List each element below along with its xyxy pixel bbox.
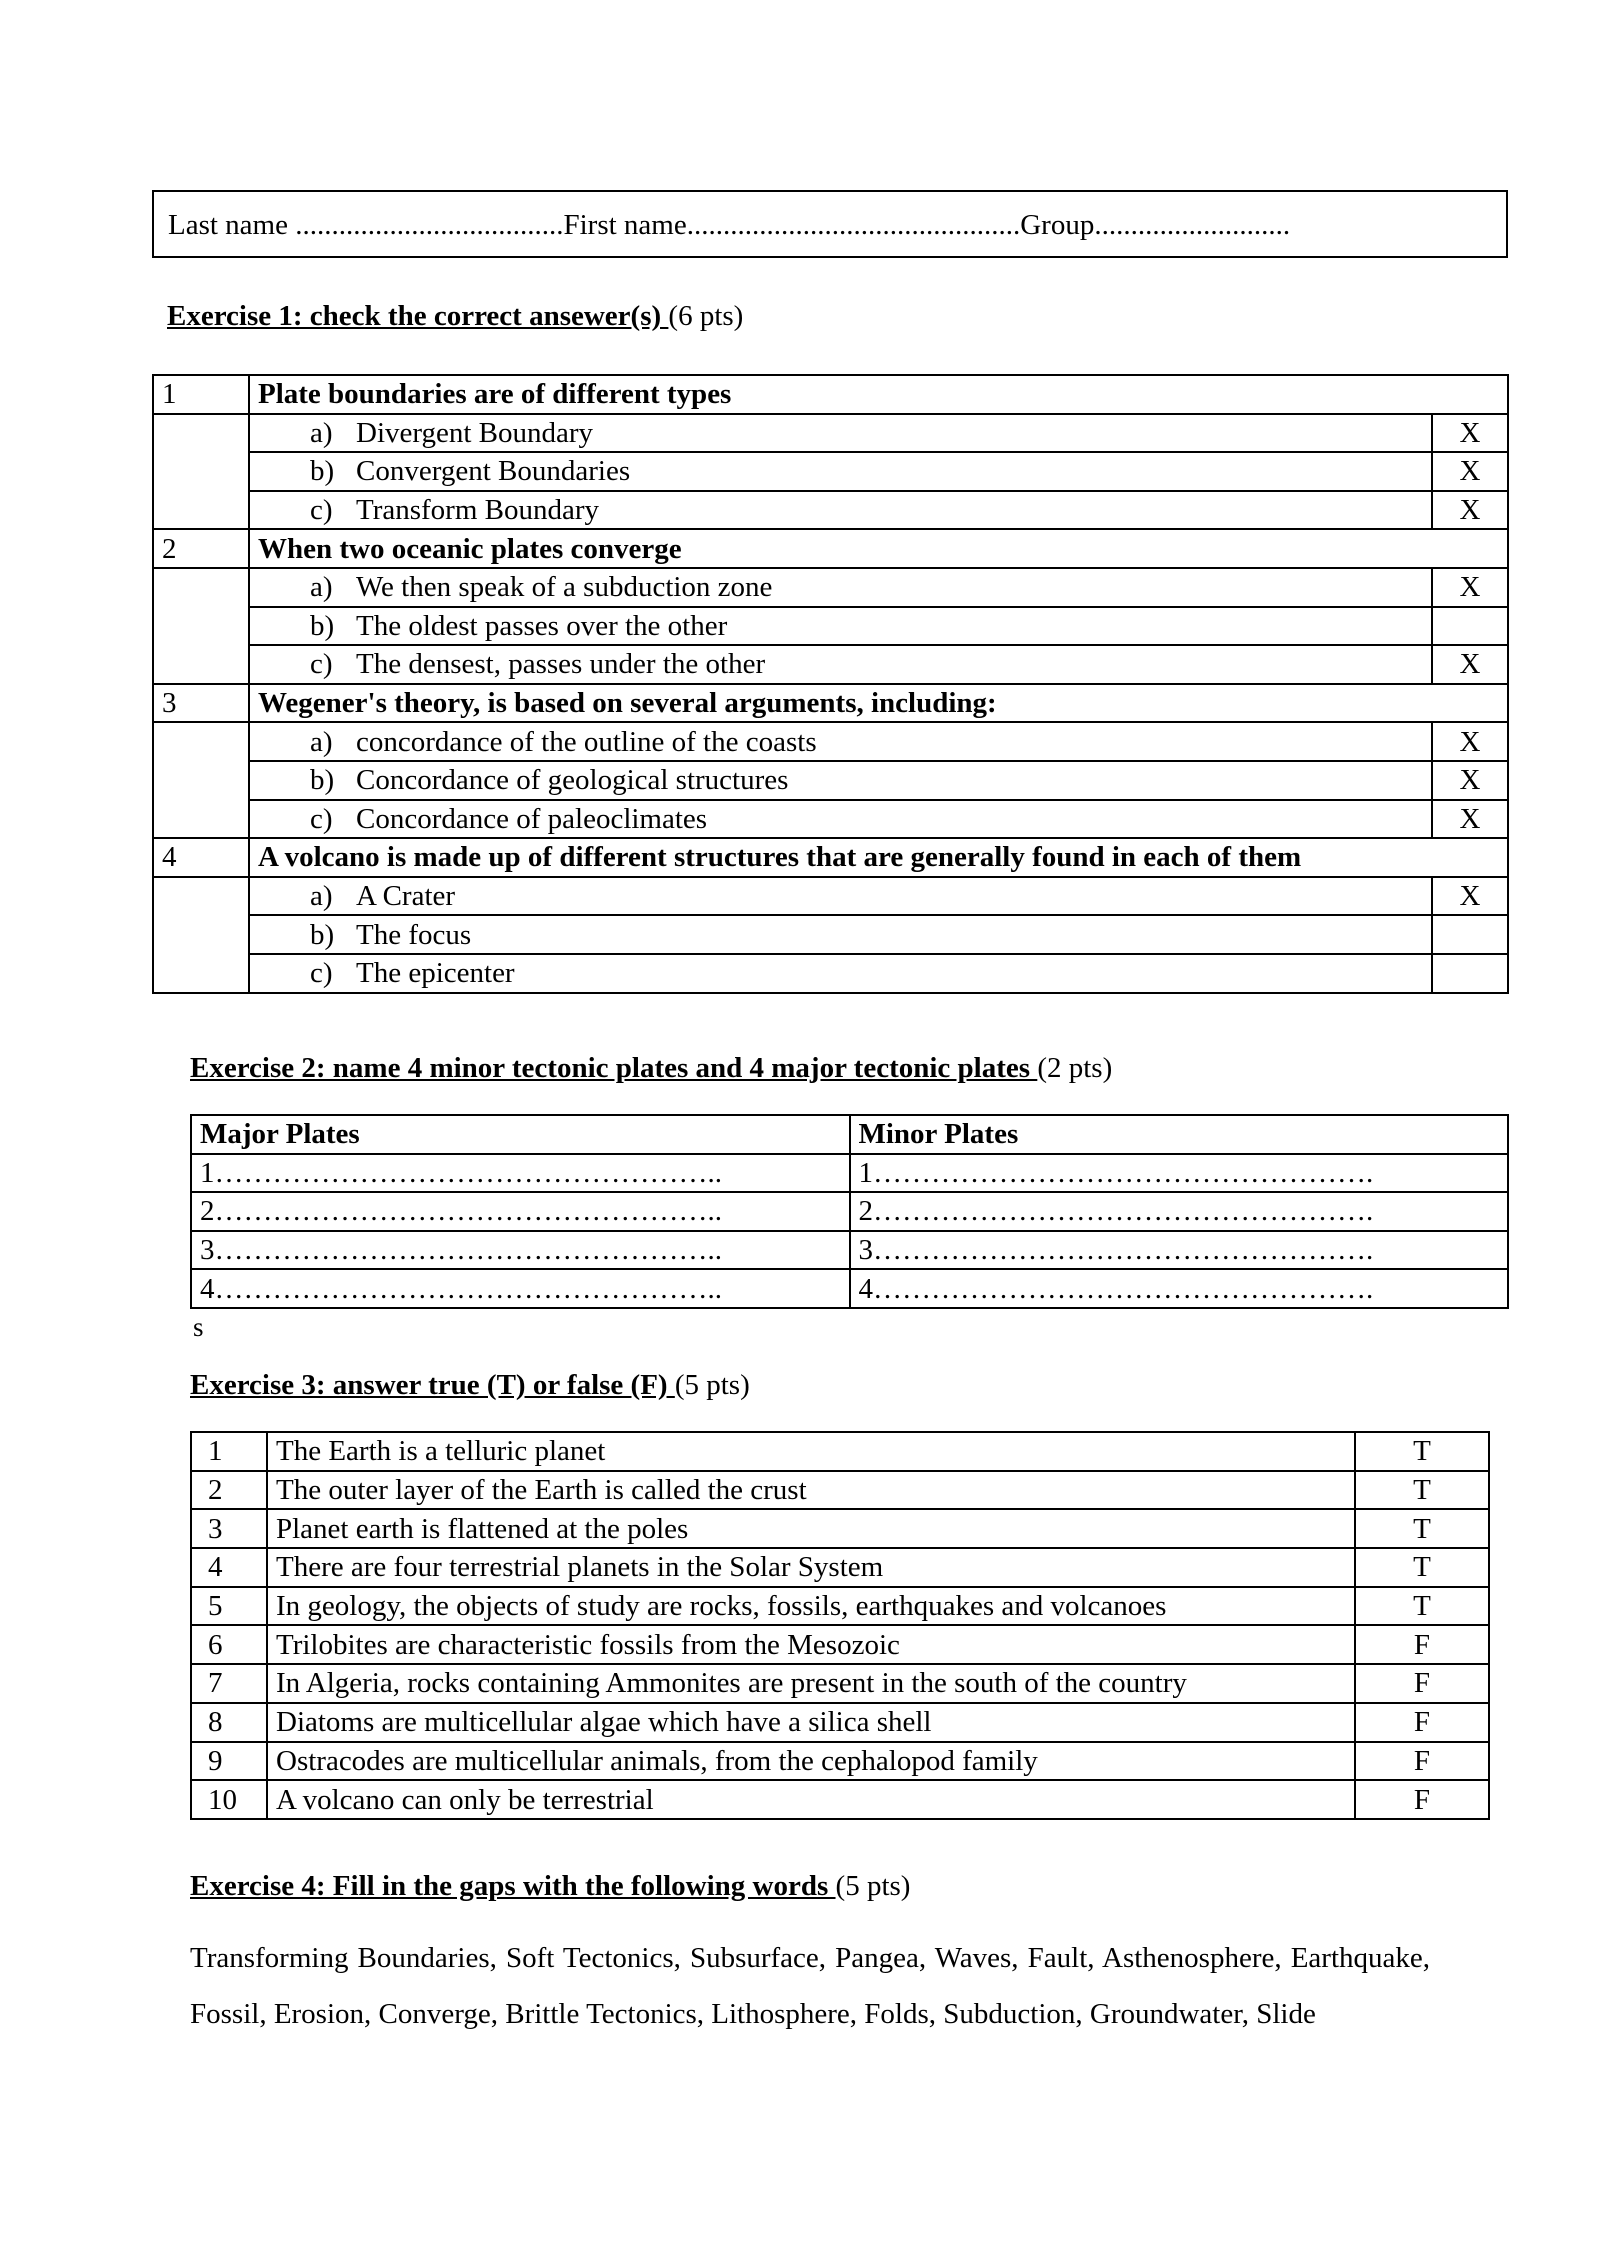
answer-checkbox[interactable]: X — [1432, 645, 1508, 684]
true-false-answer[interactable]: F — [1355, 1742, 1489, 1781]
exercise-3-heading — [190, 1369, 750, 1402]
true-false-answer[interactable]: T — [1355, 1548, 1489, 1587]
statement-text: In Algeria, rocks containing Ammonites are present in the south of the country — [267, 1664, 1355, 1703]
answer-checkbox[interactable]: X — [1432, 414, 1508, 453]
option-cell — [249, 915, 1432, 954]
major-plate-blank[interactable]: 4…………………………………………….. — [191, 1269, 850, 1308]
option-text: concordance of the outline of the coasts — [356, 725, 817, 758]
option-text: The densest, passes under the other — [356, 648, 766, 681]
answer-checkbox[interactable] — [1432, 915, 1508, 954]
table-row — [191, 1587, 1489, 1626]
option-cell — [249, 491, 1432, 530]
exercise-1-title: Exercise 1: check the correct ansewer(s) — [167, 300, 669, 332]
question-row — [153, 838, 1508, 877]
statement-text: Trilobites are characteristic fossils from the Mesozoic — [267, 1625, 1355, 1664]
exercise-2-points: (2 pts) — [1037, 1052, 1113, 1084]
student-info-box — [152, 190, 1508, 258]
option-text: Convergent Boundaries — [356, 455, 631, 488]
table-row — [191, 1471, 1489, 1510]
true-false-answer[interactable]: T — [1355, 1432, 1489, 1471]
statement-number: 5 — [191, 1587, 267, 1626]
minor-plates-header: Minor Plates — [850, 1115, 1509, 1154]
statement-number: 4 — [191, 1548, 267, 1587]
option-label: c) — [310, 802, 333, 835]
major-plate-blank[interactable]: 2…………………………………………….. — [191, 1192, 850, 1231]
option-label: b) — [310, 918, 335, 951]
table-row — [191, 1780, 1489, 1819]
true-false-answer[interactable]: F — [1355, 1703, 1489, 1742]
question-number-spacer — [153, 414, 249, 530]
option-text: Concordance of paleoclimates — [356, 802, 708, 835]
table-row — [191, 1625, 1489, 1664]
answer-checkbox[interactable]: X — [1432, 722, 1508, 761]
table-row — [191, 1742, 1489, 1781]
table-row — [191, 1231, 1508, 1270]
option-row — [153, 414, 1508, 453]
exercise-4-heading — [190, 1870, 910, 1903]
option-row — [153, 761, 1508, 800]
option-label: b) — [310, 764, 335, 797]
option-text: Concordance of geological structures — [356, 764, 789, 797]
table-row — [191, 1192, 1508, 1231]
answer-checkbox[interactable]: X — [1432, 452, 1508, 491]
table-row — [191, 1548, 1489, 1587]
statement-text: In geology, the objects of study are rocks, fossils, earthquakes and volcanoes — [267, 1587, 1355, 1626]
exercise-2-heading — [190, 1052, 1112, 1085]
major-plates-header: Major Plates — [191, 1115, 850, 1154]
minor-plate-blank[interactable]: 3……………………………………………. — [850, 1231, 1509, 1270]
option-row — [153, 491, 1508, 530]
answer-checkbox[interactable]: X — [1432, 568, 1508, 607]
option-cell — [249, 761, 1432, 800]
option-text: Transform Boundary — [356, 494, 600, 527]
statement-number: 3 — [191, 1509, 267, 1548]
statement-number: 6 — [191, 1625, 267, 1664]
question-row — [153, 684, 1508, 723]
table-row — [191, 1154, 1508, 1193]
exercise-3-table — [190, 1431, 1490, 1820]
true-false-answer[interactable]: T — [1355, 1509, 1489, 1548]
statement-number: 2 — [191, 1471, 267, 1510]
statement-number: 7 — [191, 1664, 267, 1703]
option-text: The focus — [356, 918, 472, 951]
option-cell — [249, 452, 1432, 491]
statement-text: A volcano can only be terrestrial — [267, 1780, 1355, 1819]
question-number-spacer — [153, 568, 249, 684]
minor-plate-blank[interactable]: 2……………………………………………. — [850, 1192, 1509, 1231]
true-false-answer[interactable]: F — [1355, 1780, 1489, 1819]
question-number: 3 — [153, 684, 249, 723]
question-text: Wegener's theory, is based on several arguments, including: — [249, 684, 1508, 723]
statement-text: Planet earth is flattened at the poles — [267, 1509, 1355, 1548]
option-text: A Crater — [356, 880, 456, 913]
student-info-line: Last name .....................................First name..............................................Group........................... — [168, 209, 1291, 241]
statement-number: 9 — [191, 1742, 267, 1781]
minor-plate-blank[interactable]: 1……………………………………………. — [850, 1154, 1509, 1193]
statement-text: The Earth is a telluric planet — [267, 1432, 1355, 1471]
option-cell — [249, 645, 1432, 684]
option-label: b) — [310, 609, 335, 642]
option-row — [153, 722, 1508, 761]
option-cell — [249, 877, 1432, 916]
question-text: When two oceanic plates converge — [249, 529, 1508, 568]
option-cell — [249, 722, 1432, 761]
question-text: A volcano is made up of different structures that are generally found in each of them — [249, 838, 1508, 877]
option-label: a) — [310, 571, 333, 604]
statement-number: 10 — [191, 1780, 267, 1819]
option-cell — [249, 800, 1432, 839]
stray-character: s — [193, 1312, 204, 1342]
option-row — [153, 954, 1508, 993]
statement-text: Ostracodes are multicellular animals, from the cephalopod family — [267, 1742, 1355, 1781]
table-row — [191, 1509, 1489, 1548]
exercise-1-table — [152, 374, 1509, 994]
option-label: c) — [310, 648, 333, 681]
question-text: Plate boundaries are of different types — [249, 375, 1508, 414]
option-label: a) — [310, 880, 333, 913]
table-header-row — [191, 1115, 1508, 1154]
question-row — [153, 529, 1508, 568]
option-cell — [249, 607, 1432, 646]
answer-checkbox[interactable]: X — [1432, 800, 1508, 839]
option-label: b) — [310, 455, 335, 488]
question-row — [153, 375, 1508, 414]
option-label: c) — [310, 494, 333, 527]
option-cell — [249, 414, 1432, 453]
answer-checkbox[interactable]: X — [1432, 877, 1508, 916]
option-cell — [249, 954, 1432, 993]
option-label: c) — [310, 957, 333, 990]
major-plate-blank[interactable]: 3…………………………………………….. — [191, 1231, 850, 1270]
minor-plate-blank[interactable]: 4……………………………………………. — [850, 1269, 1509, 1308]
exercise-2-title: Exercise 2: name 4 minor tectonic plates and 4 major tectonic plates — [190, 1052, 1038, 1084]
statement-text: The outer layer of the Earth is called the crust — [267, 1471, 1355, 1510]
exercise-1-heading — [167, 300, 743, 333]
question-number: 2 — [153, 529, 249, 568]
option-row — [153, 877, 1508, 916]
table-row — [191, 1664, 1489, 1703]
option-row — [153, 607, 1508, 646]
exercise-4-points: (5 pts) — [835, 1870, 911, 1902]
option-row — [153, 645, 1508, 684]
question-number: 1 — [153, 375, 249, 414]
statement-number: 8 — [191, 1703, 267, 1742]
table-row — [191, 1269, 1508, 1308]
question-number-spacer — [153, 877, 249, 993]
option-row — [153, 568, 1508, 607]
answer-checkbox[interactable]: X — [1432, 761, 1508, 800]
answer-checkbox[interactable] — [1432, 954, 1508, 993]
option-row — [153, 800, 1508, 839]
option-text: Divergent Boundary — [356, 416, 594, 449]
statement-text: There are four terrestrial planets in the Solar System — [267, 1548, 1355, 1587]
option-label: a) — [310, 416, 333, 449]
exercise-3-title: Exercise 3: answer true (T) or false (F) — [190, 1369, 675, 1401]
option-label: a) — [310, 725, 333, 758]
option-cell — [249, 568, 1432, 607]
option-text: The oldest passes over the other — [356, 609, 728, 642]
exercise-2-table — [190, 1114, 1509, 1309]
table-row — [191, 1432, 1489, 1471]
question-number: 4 — [153, 838, 249, 877]
statement-number: 1 — [191, 1432, 267, 1471]
option-text: We then speak of a subduction zone — [356, 571, 773, 604]
option-row — [153, 452, 1508, 491]
table-row — [191, 1703, 1489, 1742]
exercise-4-word-list: Transforming Boundaries, Soft Tectonics, Subsurface, Pangea, Waves, Fault, Asthenosphere, Earthquake, Fossil, Erosion, Converge, Brittle Tectonics, Lithosphere, Folds, Subduction, Groundwater, Slide — [190, 1942, 1430, 2030]
statement-text: Diatoms are multicellular algae which have a silica shell — [267, 1703, 1355, 1742]
answer-checkbox[interactable]: X — [1432, 491, 1508, 530]
exercise-4-title: Exercise 4: Fill in the gaps with the following words — [190, 1870, 836, 1902]
true-false-answer[interactable]: F — [1355, 1664, 1489, 1703]
answer-checkbox[interactable] — [1432, 607, 1508, 646]
true-false-answer[interactable]: T — [1355, 1587, 1489, 1626]
question-number-spacer — [153, 722, 249, 838]
major-plate-blank[interactable]: 1…………………………………………….. — [191, 1154, 850, 1193]
option-text: The epicenter — [356, 957, 515, 990]
exercise-1-points: (6 pts) — [668, 300, 744, 332]
true-false-answer[interactable]: F — [1355, 1625, 1489, 1664]
exercise-3-points: (5 pts) — [674, 1369, 750, 1401]
option-row — [153, 915, 1508, 954]
true-false-answer[interactable]: T — [1355, 1471, 1489, 1510]
